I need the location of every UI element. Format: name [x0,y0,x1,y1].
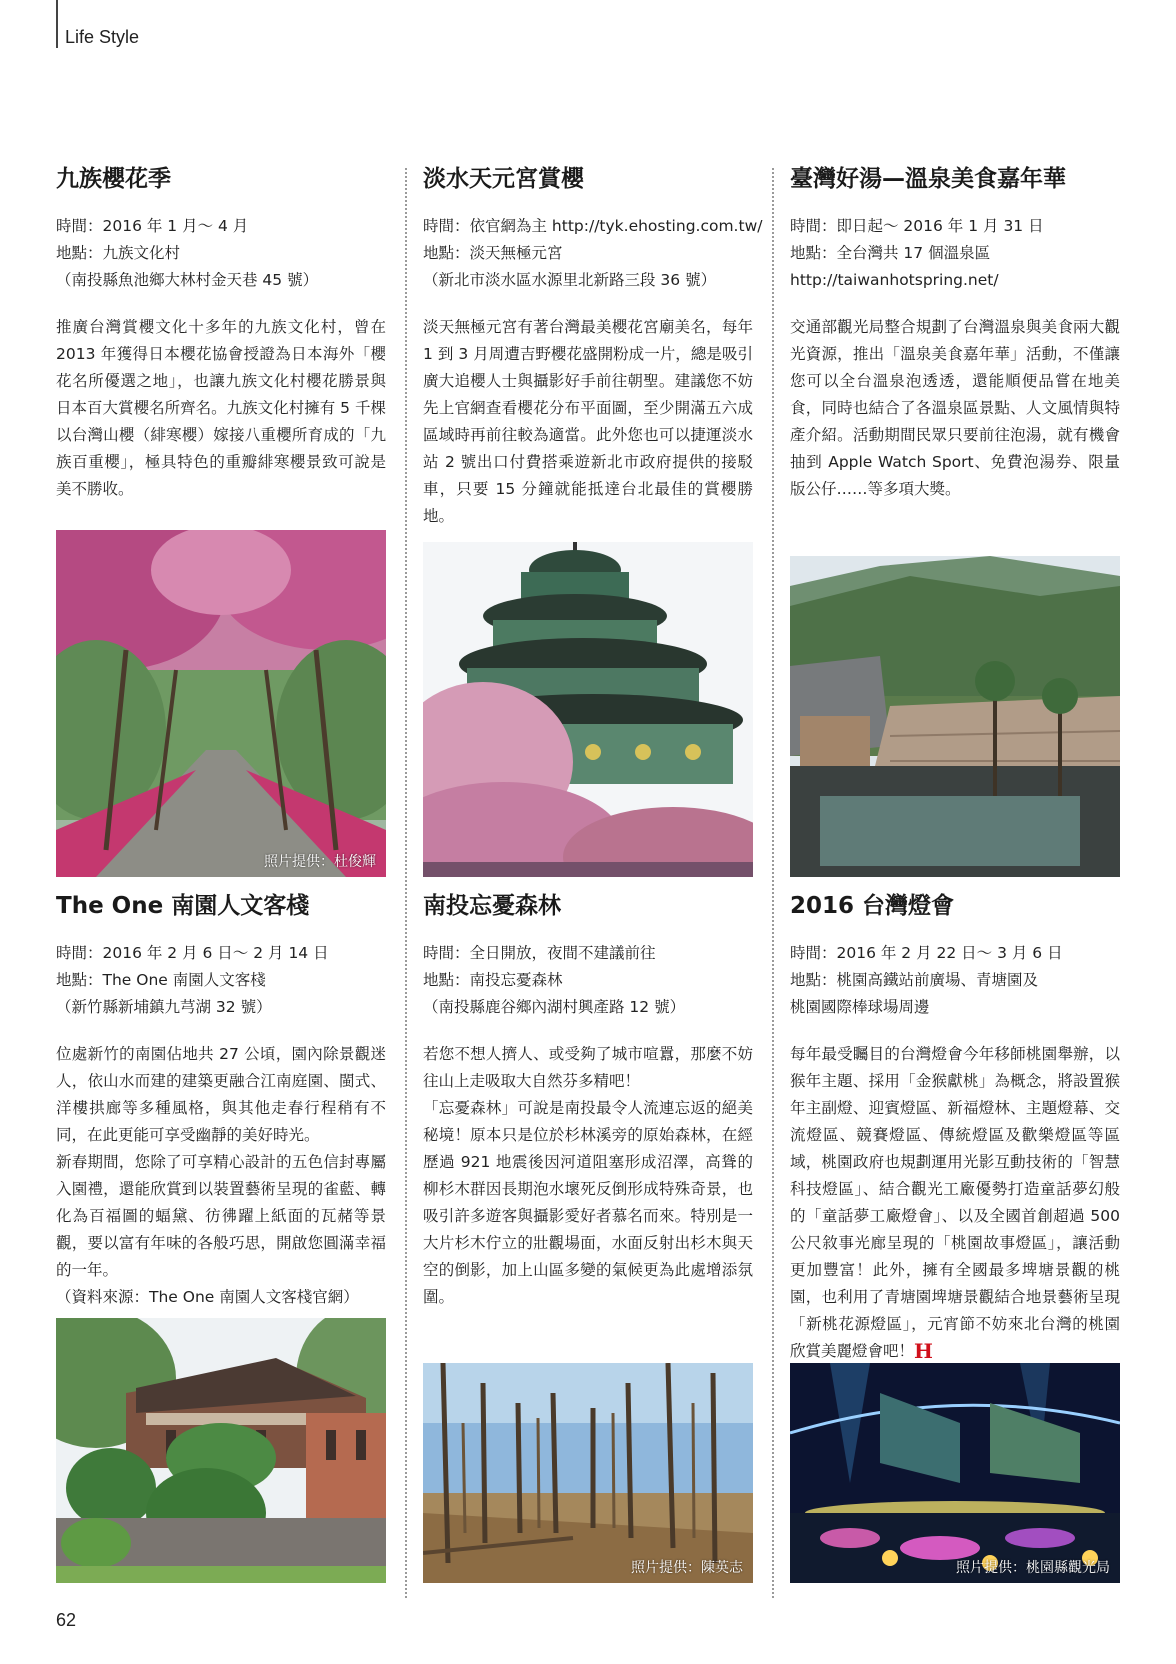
lantern-festival-illustration [790,1363,1120,1583]
article-title: 淡水天元宮賞櫻 [423,166,584,192]
body-text: 每年最受矚目的台灣燈會今年移師桃園舉辦，以猴年主題、採用「金猴獻桃」為概念，將設置猴年主副燈、迎賓燈區、新福燈林、主題燈幕、交流燈區、競賽燈區、傳統燈區及歡樂燈區等區域，桃園政府也規劃運用光影互動技術的「智慧科技燈區」、結合觀光工廠優勢打造童話夢幻般的「童話夢工廠燈會」、以及全國首創超過 500 公尺敘事光廊呈現的「桃園故事燈區」，讓活動更加豐富！此外，擁有全國最多埤塘景觀的桃園，也利用了青塘園埤塘景觀結合地景藝術呈現「新桃花源燈區」，元宵節不妨來北台灣的桃園欣賞美麗燈會吧！ [790,1045,1120,1360]
info-website: http://taiwanhotspring.net/ [790,271,999,289]
article-taiwan-lantern-festival [790,890,1120,1365]
end-mark-logo: H [914,1339,933,1363]
body-paragraph: 交通部觀光局整合規劃了台灣溫泉與美食兩大觀光資源，推出「溫泉美食嘉年華」活動，不僅讓您可以全台溫泉泡透透，還能順便品嘗在地美食，同時也結合了各溫泉區景點、人文風情與特產介紹。活動期間民眾只要前往泡湯，就有機會抽到 Apple Watch Sport、免費泡湯券、限量版公仔……等多項大獎。 [790,318,1120,498]
column-divider-1 [405,168,407,1598]
article-info [56,940,386,1021]
info-place: 地點：南投忘憂森林 [423,971,563,989]
info-address: （南投縣魚池鄉大林村金天巷 45 號） [56,271,319,289]
info-time: 時間：2016 年 2 月 22 日～ 3 月 6 日 [790,944,1063,962]
header-rule [56,0,58,48]
info-time: 時間：2016 年 2 月 6 日～ 2 月 14 日 [56,944,329,962]
photo-forget-worries-forest [423,1363,753,1583]
article-body [423,1041,753,1311]
photo-cherry-avenue [56,530,386,877]
info-time: 時間：依官網為主 http://tyk.ehosting.com.tw/ [423,217,763,235]
article-body [56,1041,386,1311]
article-info [56,213,386,294]
info-place: 地點：The One 南園人文客棧 [56,971,266,989]
article-title: 臺灣好湯—溫泉美食嘉年華 [790,166,1066,192]
article-kuchu-cherry-festival [56,163,386,503]
photo-lantern-festival [790,1363,1120,1583]
body-paragraph: 淡天無極元宮有著台灣最美櫻花宮廟美名，每年 1 到 3 月周遭吉野櫻花盛開粉成一片，總是吸引廣大追櫻人士與攝影好手前往朝聖。建議您不妨先上官網查看櫻花分布平面圖，至少開滿五六成區域時再前往較為適當。此外您也可以捷運淡水站 2 號出口付費搭乘遊新北市政府提供的接駁車，只要 15 分鐘就能抵達台北最佳的賞櫻勝地。 [423,318,753,525]
photo-tianyuan-pagoda [423,542,753,877]
cherry-avenue-illustration [56,530,386,877]
body-paragraph: 推廣台灣賞櫻文化十多年的九族文化村，曾在 2013 年獲得日本櫻花協會授證為日本海外「櫻花名所優選之地」，也讓九族文化村櫻花勝景與日本百大賞櫻名所齊名。九族文化村擁有 5 千棵以台灣山櫻（緋寒櫻）嫁接八重櫻所育成的「九族百重櫻」，極具特色的重瓣緋寒櫻景致可說是美不勝收。 [56,318,386,498]
body-paragraph: 「忘憂森林」可說是南投最令人流連忘返的絕美秘境！原本只是位於杉林溪旁的原始森林，在經歷過 921 地震後因河道阻塞形成沼澤，高聳的柳杉木群因長期泡水壞死反倒形成特殊奇景，也吸引許多遊客與攝影愛好者慕名而來。特別是一大片杉木佇立的壯觀場面，水面反射出杉木與天空的倒影，加上山區多變的氣候更為此處增添氛圍。 [423,1099,753,1306]
photo-credit: 照片提供：陳英志 [631,1560,743,1576]
article-title: 九族櫻花季 [56,166,171,192]
article-info [423,213,763,294]
info-place: 地點：全台灣共 17 個溫泉區 [790,244,991,262]
nanyuan-illustration [56,1318,386,1583]
article-title: The One 南園人文客棧 [56,893,310,919]
article-body [790,1041,1120,1365]
photo-the-one-nanyuan [56,1318,386,1583]
photo-credit: 照片提供：桃園縣觀光局 [956,1560,1110,1576]
hot-spring-illustration [790,556,1120,877]
body-paragraph [790,1041,1120,1365]
info-time: 時間：2016 年 1 月～ 4 月 [56,217,249,235]
pagoda-illustration [423,542,753,877]
article-hot-spring-carnival [790,163,1120,503]
article-body [790,314,1120,503]
article-title: 南投忘憂森林 [423,893,561,919]
info-time: 時間：全日開放，夜間不建議前往 [423,944,656,962]
info-place-cont: 桃園國際棒球場周邊 [790,998,930,1016]
info-place: 地點：淡天無極元宮 [423,244,563,262]
forest-illustration [423,1363,753,1583]
article-body [423,314,753,530]
article-info [790,940,1120,1021]
info-place: 地點：九族文化村 [56,244,181,262]
section-label: Life Style [65,27,140,47]
article-nantou-forget-worries-forest [423,890,753,1311]
article-body [56,314,386,503]
article-the-one-nanyuan [56,890,386,1311]
photo-credit: 照片提供：杜俊輝 [264,854,376,870]
info-address: （南投縣鹿谷鄉內湖村興產路 12 號） [423,998,686,1016]
info-time: 時間：即日起～ 2016 年 1 月 31 日 [790,217,1044,235]
body-paragraph: （資料來源：The One 南園人文客棧官網） [56,1288,359,1306]
body-paragraph: 位處新竹的南園佔地共 27 公頃，園內除景觀迷人，依山水而建的建築更融合江南庭園、閩式、洋樓拱廊等多種風格，與其他走春行程稍有不同，在此更能可享受幽靜的美好時光。 [56,1045,386,1144]
column-divider-2 [772,168,774,1598]
photo-hot-spring-resort [790,556,1120,877]
page-number: 62 [56,1610,77,1630]
article-info [423,940,753,1021]
body-paragraph: 新春期間，您除了可享精心設計的五色信封專屬入園禮，還能欣賞到以裝置藝術呈現的雀藍、轉化為百福圖的蝠黛、彷彿躍上紙面的瓦赭等景觀，要以富有年味的各般巧思，開啟您圓滿幸福的一年。 [56,1153,386,1279]
info-address: （新竹縣新埔鎮九芎湖 32 號） [56,998,272,1016]
article-title: 2016 台灣燈會 [790,893,955,919]
article-info [790,213,1120,294]
info-place: 地點：桃園高鐵站前廣場、青塘園及 [790,971,1039,989]
body-paragraph: 若您不想人擠人、或受夠了城市喧囂，那麼不妨往山上走吸取大自然芬多精吧！ [423,1045,753,1090]
info-address: （新北市淡水區水源里北新路三段 36 號） [423,271,717,289]
article-tianyuan-temple-cherry [423,163,763,530]
